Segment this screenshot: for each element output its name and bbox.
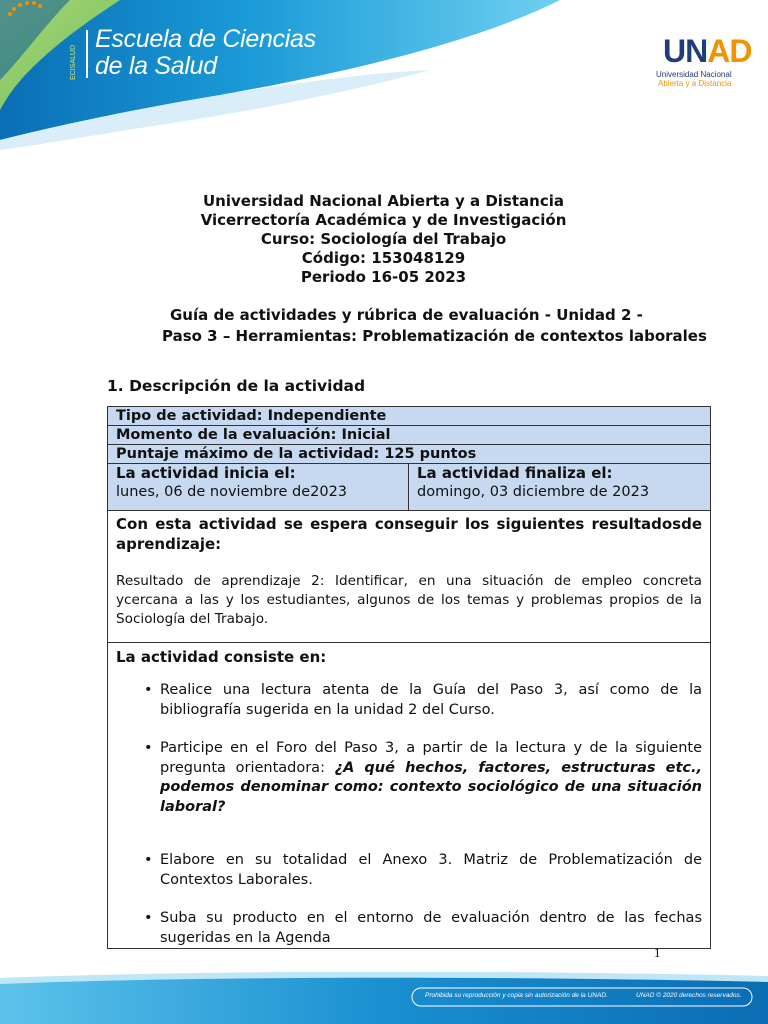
evaluation-moment: Momento de la evaluación: Inicial xyxy=(108,426,711,445)
max-score: Puntaje máximo de la actividad: 125 puntos xyxy=(108,445,711,464)
logo-letters-ad: AD xyxy=(707,33,752,69)
guiding-question: ¿A qué hechos, factores, estructuras etc., podemos denominar como: contexto sociológico de una situación laboral? xyxy=(160,759,702,815)
list-item xyxy=(144,681,702,720)
header-banner xyxy=(0,0,768,150)
activity-type: Tipo de actividad: Independiente xyxy=(108,407,711,426)
step-text: Participe en el Foro del Paso 3, a partir de la lectura y de la siguiente pregunta orientadora: xyxy=(160,740,702,776)
step-text: Suba su producto en el entorno de evaluación dentro de las fechas sugeridas en la Agenda xyxy=(160,910,702,946)
activity-steps-list xyxy=(116,681,702,948)
school-title-line1: Escuela de Ciencias xyxy=(95,25,316,53)
vertical-school-tag: ECISALUD xyxy=(70,44,77,80)
end-date-cell xyxy=(409,464,711,511)
end-date-value: domingo, 03 diciembre de 2023 xyxy=(417,484,650,500)
logo-letter-u: U xyxy=(663,33,686,69)
guide-subtitle: Paso 3 – Herramientas: Problematización de contextos laborales xyxy=(162,327,707,345)
footer-rights: UNAD © 2020 derechos reservados. xyxy=(636,992,742,999)
table-row xyxy=(108,464,711,511)
list-item xyxy=(144,851,702,890)
end-date-label: La actividad finaliza el: xyxy=(417,464,613,482)
step-text: Elabore en su totalidad el Anexo 3. Matriz de Problematización de Contextos Laborales. xyxy=(160,852,702,888)
learning-outcomes-cell xyxy=(108,511,711,643)
activity-consists-heading: La actividad consiste en: xyxy=(116,648,327,666)
activity-consists-cell xyxy=(108,643,711,949)
school-title-line2: de la Salud xyxy=(95,52,217,80)
step-text: Realice una lectura atenta de la Guía del Paso 3, así como de la bibliografía sugerida en la unidad 2 del Curso. xyxy=(160,682,702,718)
unad-wordmark xyxy=(663,33,751,70)
logo-letter-n: N xyxy=(685,33,708,69)
table-row xyxy=(108,426,711,445)
unad-logo-icon xyxy=(0,0,90,70)
page-number: 1 xyxy=(654,945,661,960)
table-row xyxy=(108,643,711,949)
guide-title: Guía de actividades y rúbrica de evaluación - Unidad 2 - xyxy=(170,306,643,324)
activity-table xyxy=(107,406,711,949)
footer-notice: Prohibida su reproducción y copia sin autorización de la UNAD. xyxy=(425,992,608,999)
table-row xyxy=(108,445,711,464)
bullet-icon: • xyxy=(144,852,153,868)
section-title: 1. Descripción de la actividad xyxy=(107,377,366,395)
logo-subtitle-1: Universidad Nacional xyxy=(656,70,732,79)
logo-subtitle-2: Abierta y a Distancia xyxy=(658,79,732,88)
list-item xyxy=(144,739,702,817)
start-date-cell xyxy=(108,464,409,511)
bullet-icon: • xyxy=(144,740,153,756)
institution-heading xyxy=(0,192,768,287)
heading-university: Universidad Nacional Abierta y a Distancia xyxy=(203,192,564,210)
learning-outcome-text: Resultado de aprendizaje 2: Identificar, en una situación de empleo concreta ycercana a las y los estudiantes, algunos de los temas y problemas propios de la Sociología del Trabajo. xyxy=(116,573,702,627)
heading-period: Periodo 16-05 2023 xyxy=(300,268,467,286)
learning-outcomes-heading: Con esta actividad se espera conseguir los siguientes resultadosde aprendizaje: xyxy=(116,515,702,553)
start-date-value: lunes, 06 de noviembre de2023 xyxy=(116,484,348,500)
heading-code: Código: 153048129 xyxy=(301,249,466,267)
bullet-icon: • xyxy=(144,682,153,698)
school-title xyxy=(95,26,316,80)
bullet-icon: • xyxy=(144,910,153,926)
table-row xyxy=(108,511,711,643)
heading-course: Curso: Sociología del Trabajo xyxy=(260,230,507,248)
list-item xyxy=(144,909,702,948)
heading-vicerrectoria: Vicerrectoría Académica y de Investigación xyxy=(200,211,567,229)
start-date-label: La actividad inicia el: xyxy=(116,464,296,482)
table-row xyxy=(108,407,711,426)
